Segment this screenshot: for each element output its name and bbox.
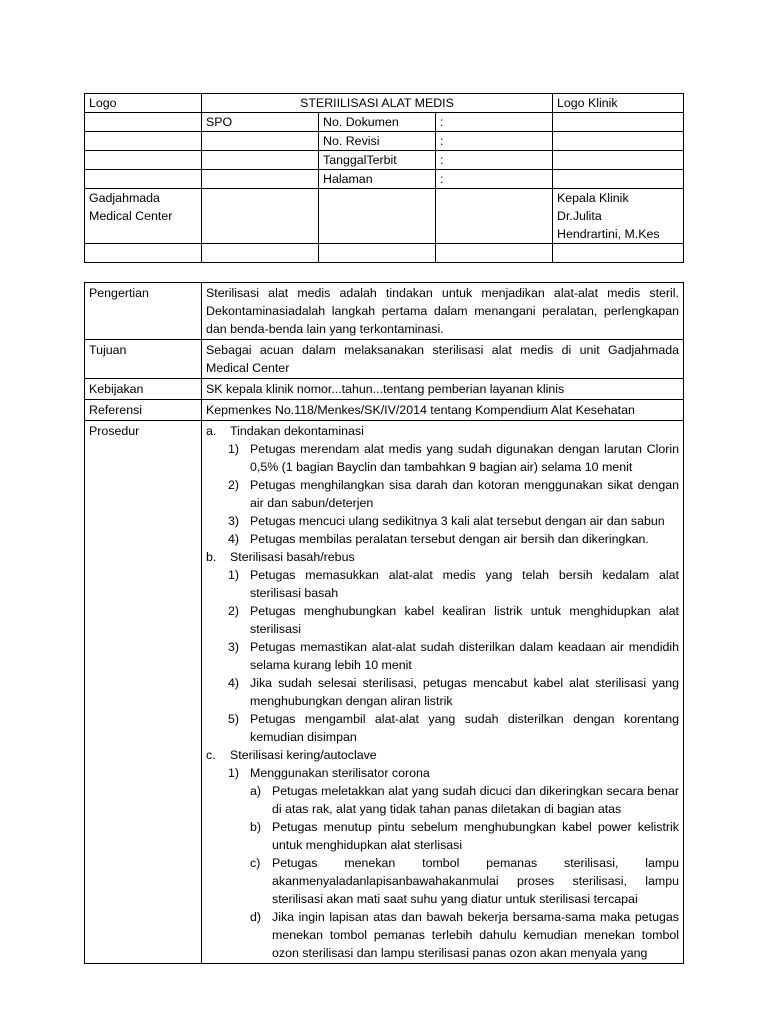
list-item: [228, 530, 679, 548]
empty-cell: [85, 151, 202, 170]
list-marker: 2): [228, 478, 240, 492]
list-marker: 5): [228, 712, 240, 726]
empty-cell: [202, 244, 319, 263]
step-list: [228, 764, 679, 962]
step-text: Petugas mencuci ulang sedikitnya 3 kali alat tersebut dengan air dan sabun: [250, 514, 665, 528]
empty-cell: [202, 170, 319, 189]
row-content: Sterilisasi alat medis adalah tindakan untuk menjadikan alat-alat medis steril. Dekontaminasiadalah langkah pertama dalam menangani peralatan, perlengkapan dan benda-benda lain yang terkontaminasi.: [202, 283, 684, 340]
field-label: Halaman: [319, 170, 436, 189]
empty-cell: [202, 151, 319, 170]
row-kebijakan: [85, 379, 684, 400]
spo-label: SPO: [202, 113, 319, 132]
row-referensi: [85, 400, 684, 421]
empty-cell: [319, 189, 436, 244]
section-title: Sterilisasi kering/autoclave: [230, 748, 377, 762]
list-marker: 4): [228, 532, 240, 546]
list-marker: 1): [228, 766, 240, 780]
substep-list: [250, 782, 679, 962]
empty-cell: [553, 244, 684, 263]
row-label: Referensi: [85, 400, 202, 421]
empty-cell: [202, 189, 319, 244]
field-value: :: [436, 170, 553, 189]
list-marker: 3): [228, 514, 240, 528]
step-text: Jika sudah selesai sterilisasi, petugas mencabut kabel alat sterilisasi yang menghubungkan dengan aliran listrik: [250, 676, 679, 708]
list-item: [228, 440, 679, 476]
procedure-table: [84, 282, 684, 964]
list-item: [250, 854, 679, 908]
substep-text: Petugas menutup pintu sebelum menghubungkan kabel power kelistrik untuk menghidupkan alat sterlisasi: [272, 820, 679, 852]
empty-cell: [202, 132, 319, 151]
row-label: Kebijakan: [85, 379, 202, 400]
list-item: [250, 818, 679, 854]
step-list: [228, 566, 679, 746]
step-text: Petugas merendam alat medis yang sudah digunakan dengan larutan Clorin 0,5% (1 bagian Bayclin dan tambahkan 9 bagian air) selama 10 menit: [250, 442, 679, 474]
header-row-field: [85, 132, 684, 151]
header-row-field: [85, 113, 684, 132]
list-marker: b): [250, 820, 262, 834]
empty-cell: [553, 170, 684, 189]
list-item: [228, 674, 679, 710]
list-item: [228, 476, 679, 512]
row-prosedur: [85, 421, 684, 964]
list-marker: 3): [228, 640, 240, 654]
logo-placeholder: [85, 113, 202, 132]
field-label: No. Revisi: [319, 132, 436, 151]
org-line: Gadjahmada: [89, 191, 160, 205]
header-row-org: [85, 189, 684, 244]
org-line: Medical Center: [89, 209, 173, 223]
list-item: [250, 782, 679, 818]
logo-label: Logo: [85, 94, 202, 113]
list-marker: a): [250, 784, 262, 798]
list-item: [228, 638, 679, 674]
list-marker: d): [250, 910, 262, 924]
document-title: STERIILISASI ALAT MEDIS: [202, 94, 553, 113]
step-text: Petugas mengambil alat-alat yang sudah disterilkan dengan korentang kemudian disimpan: [250, 712, 679, 744]
field-label: No. Dokumen: [319, 113, 436, 132]
header-row-empty: [85, 244, 684, 263]
list-item: [228, 764, 679, 782]
empty-cell: [553, 113, 684, 132]
list-item: [228, 566, 679, 602]
clinic-head-name: Dr.Julita: [557, 209, 602, 223]
organization-name: [85, 189, 202, 244]
list-item: [206, 422, 679, 440]
empty-cell: [85, 170, 202, 189]
list-marker: c): [250, 856, 261, 870]
empty-cell: [553, 132, 684, 151]
list-marker: c.: [206, 748, 216, 762]
row-content: [202, 421, 684, 964]
substep-text: Jika ingin lapisan atas dan bawah bekerja bersama-sama maka petugas menekan tombol pemanas terlebih dahulu kemudian menekan tombol ozon sterilisasi dan lampu sterilisasi panas ozon akan menyala yang: [272, 910, 679, 960]
clinic-head: [553, 189, 684, 244]
field-label: TanggalTerbit: [319, 151, 436, 170]
step-text: Petugas menghilangkan sisa darah dan kotoran menggunakan sikat dengan air dan sabun/deterjen: [250, 478, 679, 510]
field-value: :: [436, 132, 553, 151]
list-item: [250, 908, 679, 962]
row-content: SK kepala klinik nomor...tahun...tentang pemberian layanan klinis: [202, 379, 684, 400]
row-content: Sebagai acuan dalam melaksanakan sterilisasi alat medis di unit Gadjahmada Medical Center: [202, 340, 684, 379]
substep-text: Petugas menekan tombol pemanas sterilisasi, lampu akanmenyaladanlapisanbawahakanmulai proses sterilisasi, lampu sterilisasi akan mati saat suhu yang diatur untuk sterilisasi tercapai: [272, 856, 679, 906]
step-text: Petugas memastikan alat-alat sudah disterilkan dalam keadaan air mendidih selama kurang lebih 10 menit: [250, 640, 679, 672]
empty-cell: [436, 189, 553, 244]
list-marker: a.: [206, 424, 217, 438]
list-item: [228, 710, 679, 746]
step-text: Petugas membilas peralatan tersebut dengan air bersih dan dikeringkan.: [250, 532, 649, 546]
logo-klinik-label: Logo Klinik: [553, 94, 684, 113]
list-item: [228, 512, 679, 530]
clinic-head-name: Hendrartini, M.Kes: [557, 227, 660, 241]
row-tujuan: [85, 340, 684, 379]
field-value: :: [436, 151, 553, 170]
section-title: Tindakan dekontaminasi: [230, 424, 364, 438]
list-marker: b.: [206, 550, 217, 564]
step-list: [228, 440, 679, 548]
step-text: Petugas menghubungkan kabel kealiran listrik untuk menghidupkan alat sterilisasi: [250, 604, 679, 636]
substep-text: Petugas meletakkan alat yang sudah dicuci dan dikeringkan secara benar di atas rak, alat yang tidak tahan panas diletakan di bagian atas: [272, 784, 679, 816]
row-content: Kepmenkes No.118/Menkes/SK/IV/2014 tentang Kompendium Alat Kesehatan: [202, 400, 684, 421]
list-marker: 4): [228, 676, 240, 690]
empty-cell: [85, 244, 202, 263]
empty-cell: [85, 132, 202, 151]
row-label: Tujuan: [85, 340, 202, 379]
list-item: [206, 548, 679, 566]
step-text: Menggunakan sterilisator corona: [250, 766, 430, 780]
empty-cell: [319, 244, 436, 263]
step-text: Petugas memasukkan alat-alat medis yang telah bersih kedalam alat sterilisasi basah: [250, 568, 679, 600]
row-pengertian: [85, 283, 684, 340]
list-marker: 1): [228, 568, 240, 582]
field-value: :: [436, 113, 553, 132]
empty-cell: [436, 244, 553, 263]
empty-cell: [553, 151, 684, 170]
list-marker: 2): [228, 604, 240, 618]
clinic-head-role: Kepala Klinik: [557, 191, 629, 205]
list-item: [228, 602, 679, 638]
row-label: Pengertian: [85, 283, 202, 340]
list-item: [206, 746, 679, 764]
list-marker: 1): [228, 442, 240, 456]
document-header-table: [84, 93, 684, 263]
header-row-title: [85, 94, 684, 113]
header-row-field: [85, 151, 684, 170]
procedure-list: [206, 422, 679, 962]
row-label: Prosedur: [85, 421, 202, 964]
header-row-field: [85, 170, 684, 189]
section-title: Sterilisasi basah/rebus: [230, 550, 355, 564]
